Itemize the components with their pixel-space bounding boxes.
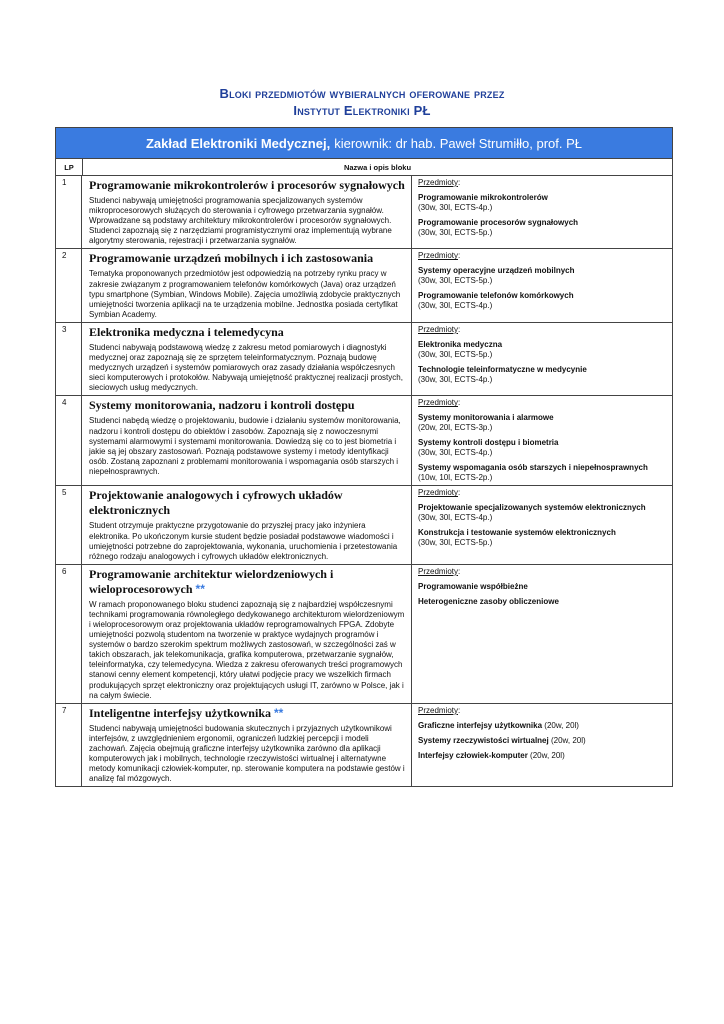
subjects-label-text: Przedmioty: [418, 398, 459, 408]
subject-name: Programowanie procesorów sygnałowych: [418, 218, 579, 227]
subject-name: Systemy kontroli dostępu i biometria: [418, 438, 559, 448]
block-title: [89, 325, 406, 340]
subject-name: Heterogeniczne zasoby obliczeniowe: [418, 596, 559, 606]
column-header-row: [56, 159, 672, 176]
subjects-cell: [412, 396, 672, 485]
block-number: 6: [56, 565, 82, 703]
subject-hours: (30w, 30l, ECTS-5p.): [418, 276, 493, 286]
subject-name: Systemy operacyjne urządzeń mobilnych: [418, 266, 575, 276]
subjects-cell: [412, 704, 672, 787]
subject-name: Programowanie mikrokontrolerów: [418, 193, 548, 202]
subject-item: [418, 721, 668, 731]
subjects-cell: [412, 565, 672, 703]
subject-item: [418, 218, 668, 238]
subject-item: [418, 736, 668, 746]
document-title: [0, 85, 724, 119]
subject-hours: (30w, 30l, ECTS-5p.): [418, 228, 493, 237]
subject-name: Interfejsy człowiek-komputer: [418, 750, 528, 760]
subjects-label-text: Przedmioty: [418, 566, 459, 576]
subject-hours: (20w, 20l, ECTS-3p.): [418, 423, 493, 433]
table-row: [56, 176, 672, 249]
subject-hours: (30w, 30l, ECTS-4p.): [418, 203, 493, 212]
block-description: Studenci nabędą wiedzę o projektowaniu, budowie i działaniu systemów monitorowania, nadzoru i kontroli dostępu do obiektów i zasobów. Zapoznają się z nowoczesnymi systemami alarmowymi i systemami monitorowania. Dowiedzą się co to jest biometria i jakie są jej obszary zastosowań. Poznają podstawowe systemy i metody identyfikacji osób. Zostaną zapoznani z problemami monitorowania i wspomagania osób starszych i niepełnosprawnych.: [89, 416, 401, 476]
block-stars: **: [195, 581, 205, 596]
block-title: [89, 488, 406, 518]
subjects-label: Przedmioty:: [418, 398, 461, 408]
block-number: 5: [56, 486, 82, 563]
block-number: 2: [56, 249, 82, 321]
subjects-cell: [412, 249, 672, 321]
block-description-cell: [82, 176, 412, 248]
column-header-lp: LP: [56, 159, 83, 175]
block-title: [89, 178, 406, 193]
table-row: [56, 396, 672, 486]
block-description: Studenci nabywają podstawową wiedzę z zakresu metod pomiarowych i diagnostyki medycznej oraz zapoznają się ze sprzętem teleinformatycznym. Poznają budowę medycznych urządzeń i systemów pomiarowych oraz zasady działania współczesnych sieci komputerowych i protokołów. Nabywają umiejętność praktycznej realizacji prostych, sieciowych usług medycznych.: [89, 342, 403, 393]
subject-item: [418, 751, 668, 761]
subjects-label: Przedmioty:: [418, 178, 461, 187]
block-title-text: Elektronika medyczna i telemedycyna: [89, 324, 284, 339]
block-title: [89, 567, 406, 597]
subjects-label-text: Przedmioty: [418, 178, 459, 187]
subjects-label: Przedmioty:: [418, 488, 461, 498]
block-number: 7: [56, 704, 82, 787]
table-row: [56, 704, 672, 787]
subject-hours: (30w, 30l, ECTS-5p.): [418, 349, 493, 359]
subject-item: [418, 340, 668, 360]
department-head: kierownik: dr hab. Paweł Strumiłło, prof. PŁ: [334, 135, 583, 151]
block-description: Studenci nabywają umiejętności programowania specjalizowanych systemów mikroprocesorowych służących do sterowania i cyfrowego przetwarzania sygnałów. Wprowadzane są podstawy architektury mikrokontrolerów i procesorów sygnałowych. Studenci zapoznają się z narzędziami programistycznymi oraz implementują wybrane algorytmy sterowania, rejestracji i przetwarzania sygnałów.: [89, 196, 392, 246]
block-stars: **: [274, 705, 284, 720]
title-line-2: Instytut Elektroniki PŁ: [293, 103, 431, 118]
block-description-cell: [82, 249, 412, 321]
block-title: [89, 251, 406, 266]
subject-item: [418, 413, 668, 433]
block-description-cell: [82, 323, 412, 395]
block-title-text: Systemy monitorowania, nadzoru i kontroli dostępu: [89, 398, 355, 413]
subject-item: [418, 503, 668, 523]
block-number: 4: [56, 396, 82, 485]
title-line-1: Bloki przedmiotów wybieralnych oferowane przez: [219, 86, 505, 101]
subjects-label: Przedmioty:: [418, 705, 461, 715]
subject-name: Projektowanie specjalizowanych systemów elektronicznych: [418, 503, 646, 513]
subject-name: Graficzne interfejsy użytkownika: [418, 720, 543, 730]
subjects-cell: [412, 486, 672, 563]
subject-hours: (20w, 20l): [544, 720, 579, 730]
subjects-label-text: Przedmioty: [418, 324, 459, 334]
table-row: [56, 249, 672, 322]
block-title-text: Programowanie architektur wielordzeniowych i wieloprocesorowych: [89, 566, 334, 596]
subject-name: Elektronika medyczna: [418, 339, 503, 349]
subjects-label-text: Przedmioty: [418, 488, 459, 498]
column-header-name: Nazwa i opis bloku: [343, 162, 412, 172]
table-body: [56, 176, 672, 786]
subjects-label-text: Przedmioty: [418, 705, 459, 715]
subject-item: [418, 438, 668, 458]
subject-item: [418, 291, 668, 311]
subjects-cell: [412, 323, 672, 395]
block-description-cell: [82, 565, 412, 703]
subject-hours: (30w, 30l, ECTS-4p.): [418, 301, 493, 311]
subjects-label: Przedmioty:: [418, 324, 461, 334]
subject-item: [418, 365, 668, 385]
subjects-label: Przedmioty:: [418, 566, 461, 576]
blocks-table: [55, 127, 673, 787]
block-description-cell: [82, 486, 412, 563]
block-description: W ramach proponowanego bloku studenci zapoznają się z najbardziej współczesnymi technikami programowania równoległego dedykowanego architekturom wielordzeniowym i wieloprocesorowym oraz projektowania układów reprogramowalnych FPGA. Zdobyte umiejętności pozwolą studentom na tworzenie w praktyce wydajnych programów i systemów o bardzo szerokim spektrum możliwych zastosowań, w szczególności zaś w takich obszarach, jak telekomunikacja, grafika komputerowa, przetwarzanie sygnałów, teleinformatyka, czy telemedycyna. Wiedza z zakresu oferowanych treści programowych stanowi cenny element kompetencji, który ułatwi podjęcie pracy we wszelkich firmach produkujących sprzęt elektroniczny oraz projektujących usługi IT, zarówno w Polsce, jak i na całym świecie.: [89, 599, 405, 700]
block-description-cell: [82, 396, 412, 485]
subject-name: Systemy wspomagania osób starszych i niepełnosprawnych: [418, 463, 648, 473]
department-header: [56, 128, 672, 159]
subject-hours: (30w, 30l, ECTS-4p.): [418, 448, 493, 458]
subjects-label-text: Przedmioty: [418, 251, 459, 261]
block-number: 1: [56, 176, 82, 248]
block-description: Studenci nabywają umiejętności budowania skutecznych i przyjaznych użytkownikowi interfejsów, z uwzględnieniem ergonomii, ograniczeń ludzkiej percepcji i modeli zachowań. Zajęcia obejmują graficzne interfejsy użytkownika zarówno dla aplikacji komputerowych jak i mobilnych, technologie rzeczywistości wirtualnej i alternatywne metody komunikacji człowiek-komputer, np. sterowanie komputera na podstawie gestów i analizę fal mózgowych.: [89, 723, 405, 784]
block-description: Tematyka proponowanych przedmiotów jest odpowiedzią na potrzeby rynku pracy w zakresie związanym z programowaniem telefonów komórkowych (Java) oraz urządzeń typu smartphone (Symbian, Windows Mobile). Zajęcia umożliwią zdobycie praktycznych umiejętności tworzenia aplikacji na te urządzenia mobilne. Jednostka posiada certyfikat Symbian Academy.: [89, 269, 401, 319]
subject-hours: (10w, 10l, ECTS-2p.): [418, 473, 493, 483]
subject-hours: (30w, 30l, ECTS-4p.): [418, 513, 493, 523]
subjects-cell: [412, 176, 672, 248]
block-title-text: Programowanie mikrokontrolerów i procesorów sygnałowych: [89, 178, 405, 192]
subject-item: [418, 463, 668, 483]
subject-hours: (20w, 20l): [550, 735, 586, 745]
block-number: 3: [56, 323, 82, 395]
subject-item: [418, 528, 668, 548]
block-title: [89, 398, 406, 413]
subject-item: [418, 266, 668, 286]
subject-name: Systemy rzeczywistości wirtualnej: [418, 735, 549, 745]
subject-hours: (30w, 30l, ECTS-5p.): [418, 538, 493, 548]
subjects-label: Przedmioty:: [418, 251, 461, 261]
subject-name: Programowanie współbieżne: [418, 581, 528, 591]
department-name: Zakład Elektroniki Medycznej,: [145, 135, 331, 151]
subject-name: Technologie teleinformatyczne w medycynie: [418, 364, 587, 374]
block-title-text: Inteligentne interfejsy użytkownika: [89, 705, 271, 720]
table-row: [56, 486, 672, 564]
subject-item: [418, 597, 668, 607]
subject-hours: (20w, 20l): [530, 750, 565, 760]
table-row: [56, 323, 672, 396]
table-row: [56, 565, 672, 704]
subject-name: Systemy monitorowania i alarmowe: [418, 413, 554, 423]
block-description: Student otrzymuje praktyczne przygotowanie do przyszłej pracy jako inżyniera elektronika. Po ukończonym kursie student będzie posiadał podstawowe wiadomości i umiejętności potrzebne do zaprojektowania, wykonania, uruchomienia i przetestowania różnego rodzaju analogowych i cyfrowych układów elektronicznych.: [89, 521, 398, 561]
block-title: [89, 706, 406, 721]
block-title-text: Programowanie urządzeń mobilnych i ich zastosowania: [89, 251, 374, 266]
subject-item: [418, 582, 668, 592]
subject-hours: (30w, 30l, ECTS-4p.): [418, 374, 493, 384]
subject-item: [418, 193, 668, 213]
block-title-text: Projektowanie analogowych i cyfrowych układów elektronicznych: [89, 488, 343, 518]
subject-name: Programowanie telefonów komórkowych: [418, 291, 574, 301]
subject-name: Konstrukcja i testowanie systemów elektronicznych: [418, 528, 616, 538]
block-description-cell: [82, 704, 412, 787]
